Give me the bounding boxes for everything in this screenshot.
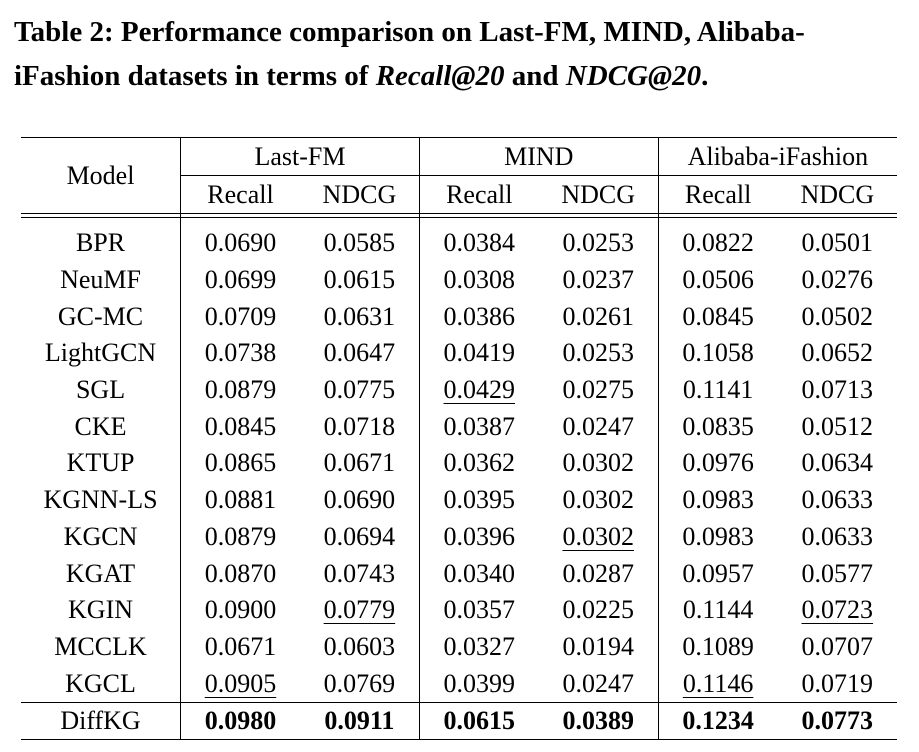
metric-value-cell (300, 482, 419, 519)
metric-value-cell (419, 335, 538, 372)
metric-value: 0.1144 (682, 595, 754, 625)
metric-value-cell (181, 408, 300, 445)
metric-value: 0.0694 (323, 521, 396, 551)
metric-value: 0.0512 (801, 411, 874, 441)
metric-value-cell (778, 372, 897, 409)
metric-value: 0.0647 (323, 338, 396, 368)
second-best-value: 0.1146 (682, 668, 754, 698)
caption-text: Table 2: Performance comparison on Last-FM, MIND, Alibaba-iFashion datasets in terms of (14, 16, 805, 92)
metric-value: 0.0253 (562, 338, 634, 368)
dataset-header-alibaba: Alibaba-iFashion (658, 138, 897, 176)
metric-value-cell (539, 262, 658, 299)
caption-connector: and (504, 60, 566, 92)
metric-value: 0.0707 (801, 631, 874, 661)
table-row (21, 298, 897, 335)
metric-value: 0.0194 (562, 631, 634, 661)
metric-value: 0.0399 (443, 668, 516, 698)
metric-value-cell (300, 335, 419, 372)
header-row-datasets (21, 138, 897, 176)
metric-value: 0.0769 (323, 668, 396, 698)
metric-value: 0.0387 (443, 411, 516, 441)
metric-value: 0.0879 (204, 521, 277, 551)
metric-value: 0.0713 (801, 375, 874, 405)
metric-value-cell (419, 218, 538, 262)
metric-value: 0.1089 (682, 631, 754, 661)
table-row (21, 262, 897, 299)
table-row (21, 629, 897, 666)
metric-value-cell (539, 335, 658, 372)
metric-value-cell (300, 218, 419, 262)
dataset-header-mind: MIND (419, 138, 658, 176)
metric-value: 0.0275 (562, 375, 634, 405)
metric-value-cell (181, 702, 300, 739)
model-name-cell: KGCN (21, 519, 181, 556)
second-best-value: 0.0302 (562, 521, 634, 551)
metric-value-cell (181, 592, 300, 629)
metric-value-cell (181, 665, 300, 702)
metric-value-cell (658, 519, 777, 556)
metric-value: 0.0671 (204, 631, 277, 661)
metric-value-cell (778, 629, 897, 666)
model-name-cell: KGNN-LS (21, 482, 181, 519)
metric-value: 0.0261 (562, 301, 634, 331)
metric-value-cell (419, 298, 538, 335)
metric-value-cell (658, 555, 777, 592)
metric-value-cell (300, 298, 419, 335)
metric-value: 0.0879 (204, 375, 277, 405)
table-row (21, 372, 897, 409)
metric-value: 0.0585 (323, 228, 396, 258)
metric-value: 0.0287 (562, 558, 634, 588)
dataset-header-lastfm: Last-FM (181, 138, 420, 176)
metric-value: 0.0881 (204, 485, 277, 515)
table-row (21, 519, 897, 556)
metric-value-cell (419, 445, 538, 482)
table-row (21, 335, 897, 372)
metric-value: 0.0911 (324, 705, 395, 735)
table-row (21, 445, 897, 482)
table-row (21, 408, 897, 445)
metric-value-cell (181, 482, 300, 519)
model-name-cell: MCCLK (21, 629, 181, 666)
metric-value-cell (658, 218, 777, 262)
metric-value: 0.0690 (323, 485, 396, 515)
metric-value: 0.0699 (204, 265, 277, 295)
metric-value: 0.0577 (801, 558, 874, 588)
metric-value: 0.0738 (204, 338, 277, 368)
table-row (21, 218, 897, 262)
table-row (21, 592, 897, 629)
metric-header-ndcg: NDCG (539, 176, 658, 214)
caption-metric-recall: Recall@20 (375, 60, 505, 92)
metric-value-cell (778, 702, 897, 739)
metric-value: 0.0957 (682, 558, 754, 588)
metric-value: 0.0253 (562, 228, 634, 258)
metric-value: 0.0501 (801, 228, 874, 258)
metric-value: 0.0603 (323, 631, 396, 661)
metric-value: 0.0384 (443, 228, 516, 258)
second-best-value: 0.0779 (323, 595, 396, 625)
metric-value-cell (419, 262, 538, 299)
metric-value: 0.0633 (801, 521, 874, 551)
metric-value: 0.0652 (801, 338, 874, 368)
metric-value: 0.0900 (204, 595, 277, 625)
metric-value: 0.0719 (801, 668, 874, 698)
metric-value: 0.0327 (443, 631, 516, 661)
second-best-value: 0.0429 (443, 375, 516, 405)
metric-value-cell (300, 555, 419, 592)
metric-value: 0.0835 (682, 411, 754, 441)
metric-value-cell (181, 445, 300, 482)
metric-value: 0.0615 (323, 265, 396, 295)
model-name-cell: SGL (21, 372, 181, 409)
metric-value: 0.0395 (443, 485, 516, 515)
metric-value-cell (658, 408, 777, 445)
metric-value-cell (181, 298, 300, 335)
metric-header-ndcg: NDCG (300, 176, 419, 214)
metric-value-cell (300, 702, 419, 739)
metric-value: 0.0671 (323, 448, 396, 478)
metric-value: 0.0302 (562, 485, 634, 515)
model-name-cell: KTUP (21, 445, 181, 482)
metric-value-cell (658, 482, 777, 519)
metric-value-cell (419, 482, 538, 519)
metric-value: 0.0773 (801, 705, 874, 735)
metric-value: 0.0845 (204, 411, 277, 441)
model-name-cell: CKE (21, 408, 181, 445)
model-name-cell: NeuMF (21, 262, 181, 299)
metric-value: 0.0633 (801, 485, 874, 515)
metric-value-cell (778, 665, 897, 702)
metric-value-cell (181, 335, 300, 372)
metric-value: 0.0870 (204, 558, 277, 588)
metric-value-cell (300, 445, 419, 482)
metric-header-recall: Recall (658, 176, 777, 214)
metric-value: 0.0302 (562, 448, 634, 478)
metric-value: 0.0247 (562, 411, 634, 441)
caption-suffix: . (701, 60, 709, 92)
metric-value: 0.0980 (204, 705, 277, 735)
metric-value: 0.0631 (323, 301, 396, 331)
metric-value-cell (778, 298, 897, 335)
metric-value: 0.0976 (682, 448, 754, 478)
metric-value-cell (778, 445, 897, 482)
model-name-cell: KGAT (21, 555, 181, 592)
metric-value-cell (300, 519, 419, 556)
metric-value: 0.0357 (443, 595, 516, 625)
metric-value: 0.0502 (801, 301, 874, 331)
metric-value: 0.0743 (323, 558, 396, 588)
metric-value-cell (658, 702, 777, 739)
metric-value-cell (300, 262, 419, 299)
metric-value: 0.0237 (562, 265, 634, 295)
metric-header-recall: Recall (181, 176, 300, 214)
metric-value-cell (778, 592, 897, 629)
table-row (21, 555, 897, 592)
metric-value: 0.1234 (682, 705, 754, 735)
results-table (21, 137, 897, 740)
metric-value-cell (539, 372, 658, 409)
model-name-cell: KGIN (21, 592, 181, 629)
metric-value-cell (300, 372, 419, 409)
metric-value-cell (419, 665, 538, 702)
metric-value-cell (539, 592, 658, 629)
model-name-cell: DiffKG (21, 702, 181, 739)
metric-value: 0.0419 (443, 338, 516, 368)
metric-value-cell (658, 262, 777, 299)
metric-value: 0.0983 (682, 521, 754, 551)
model-column-header: Model (21, 138, 181, 214)
metric-value-cell (419, 592, 538, 629)
metric-value-cell (778, 335, 897, 372)
metric-value: 0.0276 (801, 265, 874, 295)
metric-value-cell (181, 372, 300, 409)
metric-value: 0.0506 (682, 265, 754, 295)
metric-value: 0.0718 (323, 411, 396, 441)
metric-value: 0.0396 (443, 521, 516, 551)
model-name-cell: BPR (21, 218, 181, 262)
metric-value-cell (658, 629, 777, 666)
metric-value-cell (539, 408, 658, 445)
metric-header-ndcg: NDCG (778, 176, 897, 214)
metric-value-cell (539, 298, 658, 335)
metric-value: 0.0615 (443, 705, 516, 735)
metric-value-cell (658, 665, 777, 702)
metric-value-cell (419, 519, 538, 556)
metric-value: 0.1141 (682, 375, 754, 405)
metric-value-cell (778, 555, 897, 592)
metric-value-cell (181, 519, 300, 556)
metric-value: 0.0340 (443, 558, 516, 588)
metric-value: 0.0308 (443, 265, 516, 295)
metric-header-recall: Recall (419, 176, 538, 214)
metric-value: 0.0775 (323, 375, 396, 405)
metric-value-cell (778, 408, 897, 445)
second-best-value: 0.0905 (204, 668, 277, 698)
metric-value: 0.0709 (204, 301, 277, 331)
metric-value-cell (181, 218, 300, 262)
metric-value: 0.0634 (801, 448, 874, 478)
metric-value: 0.0362 (443, 448, 516, 478)
metric-value-cell (539, 702, 658, 739)
caption-metric-ndcg: NDCG@20 (565, 60, 702, 92)
metric-value-cell (539, 445, 658, 482)
metric-value: 0.0822 (682, 228, 754, 258)
table-row (21, 665, 897, 702)
metric-value-cell (658, 592, 777, 629)
metric-value-cell (419, 702, 538, 739)
metric-value-cell (181, 262, 300, 299)
metric-value-cell (778, 218, 897, 262)
metric-value-cell (539, 629, 658, 666)
metric-value-cell (419, 408, 538, 445)
metric-value-cell (539, 482, 658, 519)
model-name-cell: GC-MC (21, 298, 181, 335)
metric-value: 0.0845 (682, 301, 754, 331)
second-best-value: 0.0723 (801, 595, 874, 625)
metric-value-cell (300, 408, 419, 445)
metric-value-cell (300, 665, 419, 702)
model-name-cell: LightGCN (21, 335, 181, 372)
metric-value: 0.0690 (204, 228, 277, 258)
metric-value-cell (300, 592, 419, 629)
metric-value-cell (539, 519, 658, 556)
metric-value: 0.1058 (682, 338, 754, 368)
metric-value-cell (778, 482, 897, 519)
metric-value-cell (539, 665, 658, 702)
metric-value-cell (658, 298, 777, 335)
metric-value-cell (539, 218, 658, 262)
metric-value-cell (419, 629, 538, 666)
table-row-proposed (21, 702, 897, 739)
table-row (21, 482, 897, 519)
metric-value: 0.0225 (562, 595, 634, 625)
metric-value-cell (539, 555, 658, 592)
metric-value-cell (658, 372, 777, 409)
metric-value: 0.0386 (443, 301, 516, 331)
metric-value: 0.0247 (562, 668, 634, 698)
model-name-cell: KGCL (21, 665, 181, 702)
metric-value: 0.0865 (204, 448, 277, 478)
metric-value-cell (300, 629, 419, 666)
metric-value-cell (658, 335, 777, 372)
metric-value-cell (419, 555, 538, 592)
metric-value: 0.0983 (682, 485, 754, 515)
metric-value-cell (658, 445, 777, 482)
metric-value-cell (181, 555, 300, 592)
metric-value: 0.0389 (562, 705, 634, 735)
metric-value-cell (181, 629, 300, 666)
table-caption (14, 10, 909, 98)
metric-value-cell (419, 372, 538, 409)
metric-value-cell (778, 519, 897, 556)
metric-value-cell (778, 262, 897, 299)
